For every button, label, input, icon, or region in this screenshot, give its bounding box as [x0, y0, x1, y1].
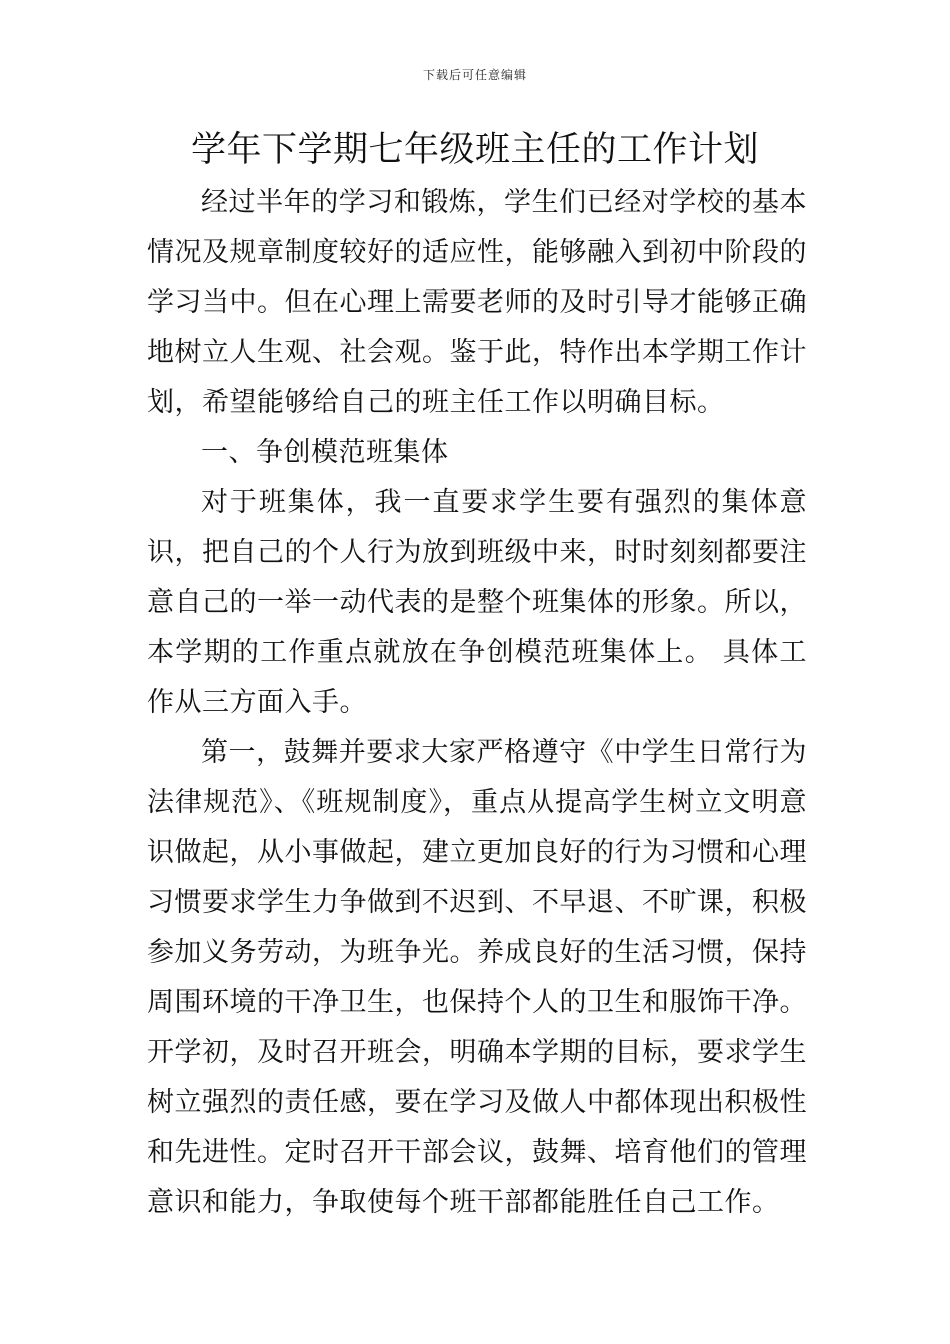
document-title: 学年下学期七年级班主任的工作计划: [190, 130, 759, 170]
intro-paragraph: 经过半年的学习和锻炼，学生们已经对学校的基本情况及规章制度较好的适应性，能够融入到初中阶段的学习当中。但在心理上需要老师的及时引导才能够正确地树立人生观、社会观。鉴于此，特作出本学期工作计划，希望能够给自己的班主任工作以明确目标。: [147, 187, 807, 418]
section-heading: 一、争创模范班集体: [201, 437, 449, 468]
section-paragraph: 对于班集体，我一直要求学生要有强烈的集体意识，把自己的个人行为放到班级中来，时时刻刻都要注意自己的一举一动代表的是整个班集体的形象。所以，本学期的工作重点就放在争创模范班集体上。 具体工作从三方面入手。: [147, 487, 807, 718]
header-note: 下载后可任意编辑: [422, 68, 527, 82]
document-body: [147, 178, 807, 1228]
first-point-paragraph: 第一，鼓舞并要求大家严格遵守《中学生日常行为法律规范》、《班规制度》，重点从提高学生树立文明意识做起，从小事做起，建立更加良好的行为习惯和心理习惯要求学生力争做到不迟到、不早退、不旷课，积极参加义务劳动，为班争光。养成良好的生活习惯，保持周围环境的干净卫生，也保持个人的卫生和服饰干净。开学初，及时召开班会，明确本学期的目标，要求学生树立强烈的责任感，要在学习及做人中都体现出积极性和先进性。定时召开干部会议，鼓舞、培育他们的管理意识和能力，争取使每个班干部都能胜任自己工作。: [147, 737, 807, 1218]
